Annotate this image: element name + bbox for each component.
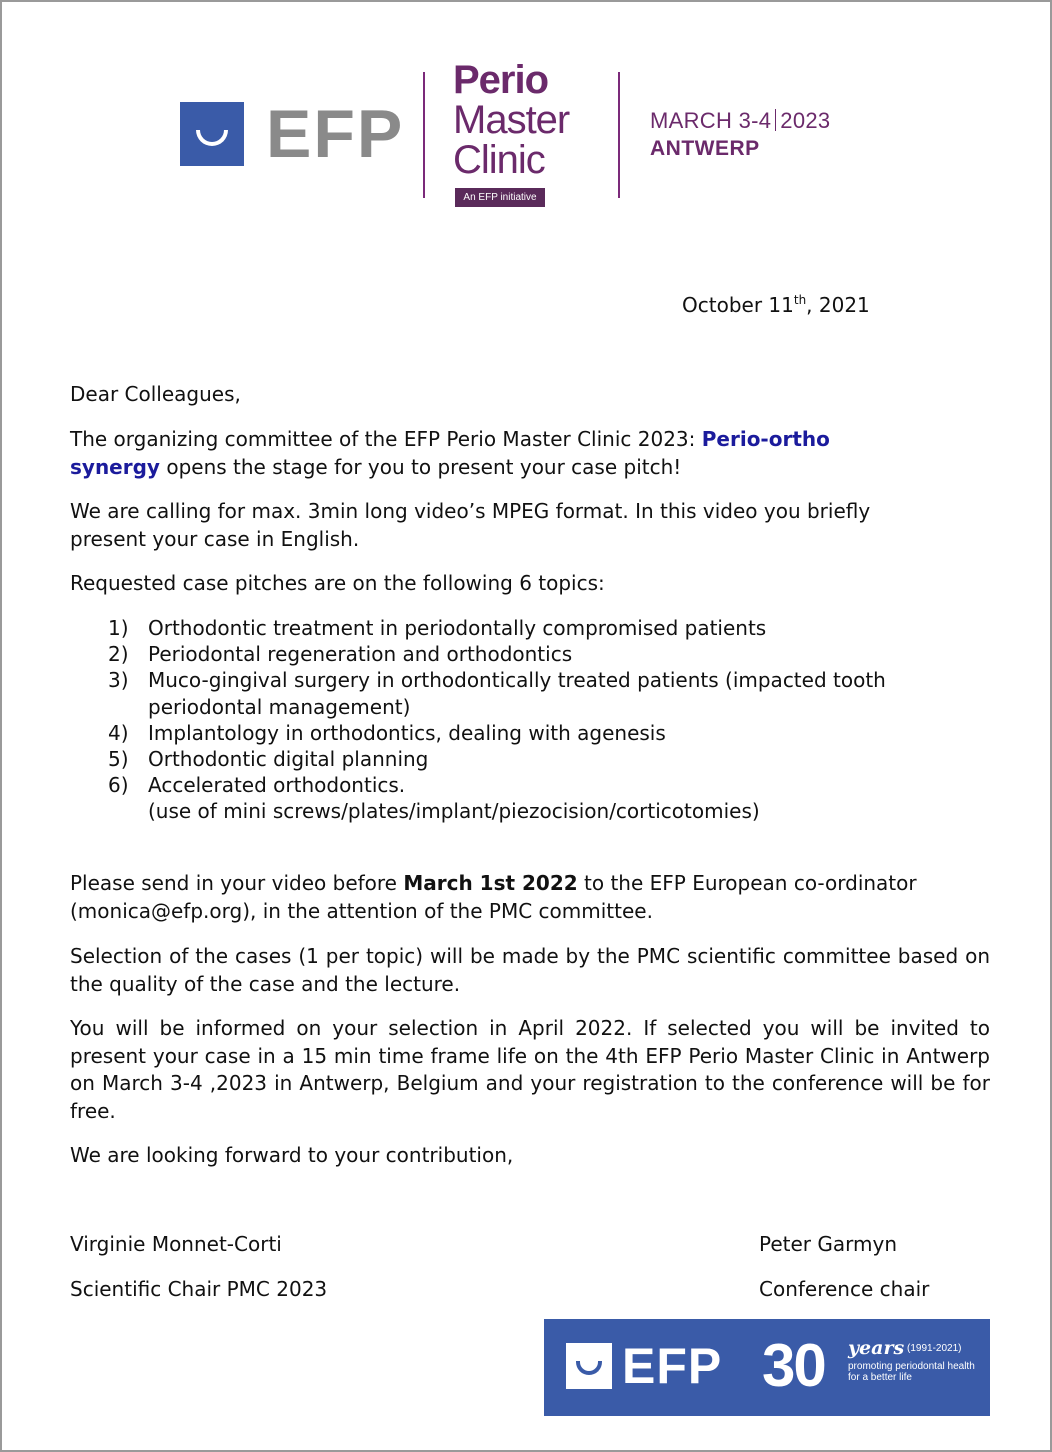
list-number: 4): [108, 720, 129, 745]
pmc-badge: An EFP initiative: [455, 188, 545, 207]
pmc-line-1: Perio: [453, 58, 549, 102]
signature-right-title: Conference chair: [759, 1277, 930, 1301]
signature-left-title: Scientific Chair PMC 2023: [70, 1277, 328, 1301]
list-text: Muco-gingival surgery in orthodontically treated patients (impacted tooth: [148, 668, 886, 693]
paragraph-5: Selection of the cases (1 per topic) will be made by the PMC scientific committee based on the quality of the case and the lecture.: [70, 944, 990, 996]
paragraph-1: [70, 426, 990, 481]
p4-deadline: March 1st 2022: [403, 871, 578, 895]
p4-text: Please send in your video before: [70, 871, 404, 895]
p4-text-2: to the EFP European co-ordinator: [577, 871, 917, 895]
p1-highlight-1: Perio-ortho: [701, 427, 830, 451]
letter-date: [682, 292, 870, 320]
list-item: [108, 720, 886, 746]
p1-text-2: opens the stage for you to present your case pitch!: [159, 454, 682, 479]
banner-years: years: [848, 1337, 905, 1359]
date-prefix: October 11: [682, 293, 794, 317]
event-date-year: 2023: [780, 108, 831, 133]
paragraph-2: [70, 498, 990, 553]
header-divider-left: [423, 72, 425, 198]
efp-logo-text: EFP: [266, 96, 405, 172]
pmc-line-3: Clinic: [453, 138, 545, 182]
efp-smile-icon: [180, 102, 244, 166]
perio-master-clinic-logo: [453, 60, 569, 180]
banner-efp-text: EFP: [622, 1338, 723, 1394]
topics-list: [108, 615, 886, 825]
event-date: [650, 108, 830, 134]
date-sup: th: [793, 293, 807, 307]
signature-right-name: Peter Garmyn: [759, 1232, 897, 1256]
list-item: [108, 772, 886, 824]
efp-logo: [180, 96, 405, 172]
list-number: 5): [108, 747, 129, 772]
list-number: 3): [108, 668, 129, 693]
greeting: Dear Colleagues,: [70, 382, 241, 406]
efp-smile-icon: [566, 1343, 612, 1389]
pmc-line-2: Master: [453, 98, 570, 142]
list-item: [108, 746, 886, 772]
signature-left-name: Virginie Monnet-Corti: [70, 1232, 282, 1256]
banner-tagline: promoting periodontal health for a better life: [848, 1361, 975, 1383]
list-text: Orthodontic treatment in periodontally compromised patients: [148, 616, 767, 640]
list-number: 6): [108, 773, 129, 798]
p2-line-1: We are calling for max. 3min long video’s MPEG format. In this video you briefly: [70, 499, 871, 523]
header-divider-right: [618, 72, 620, 198]
p1-text: The organizing committee of the EFP Perio Master Clinic 2023:: [70, 427, 702, 451]
list-text-continued: (use of mini screws/plates/implant/piezocision/corticotomies): [148, 799, 760, 824]
list-text: Accelerated orthodontics.: [148, 773, 406, 798]
efp-30-years-banner: [544, 1319, 990, 1416]
list-item: [108, 641, 886, 667]
list-item: [108, 667, 886, 719]
event-date-days: MARCH 3-4: [650, 108, 772, 133]
paragraph-4: [70, 870, 990, 925]
p1-highlight-2: synergy: [70, 454, 160, 479]
list-text: Implantology in orthodontics, dealing with agenesis: [148, 720, 666, 745]
paragraph-6: You will be informed on your selection in April 2022. If selected you will be invited to present your case in a 15 min time frame life on the 4th EFP Perio Master Clinic in Antwerp on March 3-4 ,2023 in Antwerp, Belgium and your registration to the conference will be for free.: [70, 1016, 990, 1123]
list-text-continued: periodontal management): [148, 694, 411, 719]
banner-30: 30: [762, 1332, 825, 1399]
list-number: 1): [108, 616, 129, 640]
list-item: [108, 615, 886, 641]
paragraph-3: Requested case pitches are on the following 6 topics:: [70, 571, 605, 595]
list-text: Periodontal regeneration and orthodontics: [148, 642, 573, 667]
closing: We are looking forward to your contribution,: [70, 1143, 514, 1167]
list-number: 2): [108, 642, 129, 667]
banner-years-range: (1991-2021): [907, 1343, 962, 1354]
p4-line-2: (monica@efp.org), in the attention of the PMC committee.: [70, 898, 653, 923]
event-city: ANTWERP: [650, 137, 760, 160]
list-text: Orthodontic digital planning: [148, 747, 429, 772]
p2-line-2: present your case in English.: [70, 526, 360, 551]
date-suffix: , 2021: [806, 293, 870, 317]
